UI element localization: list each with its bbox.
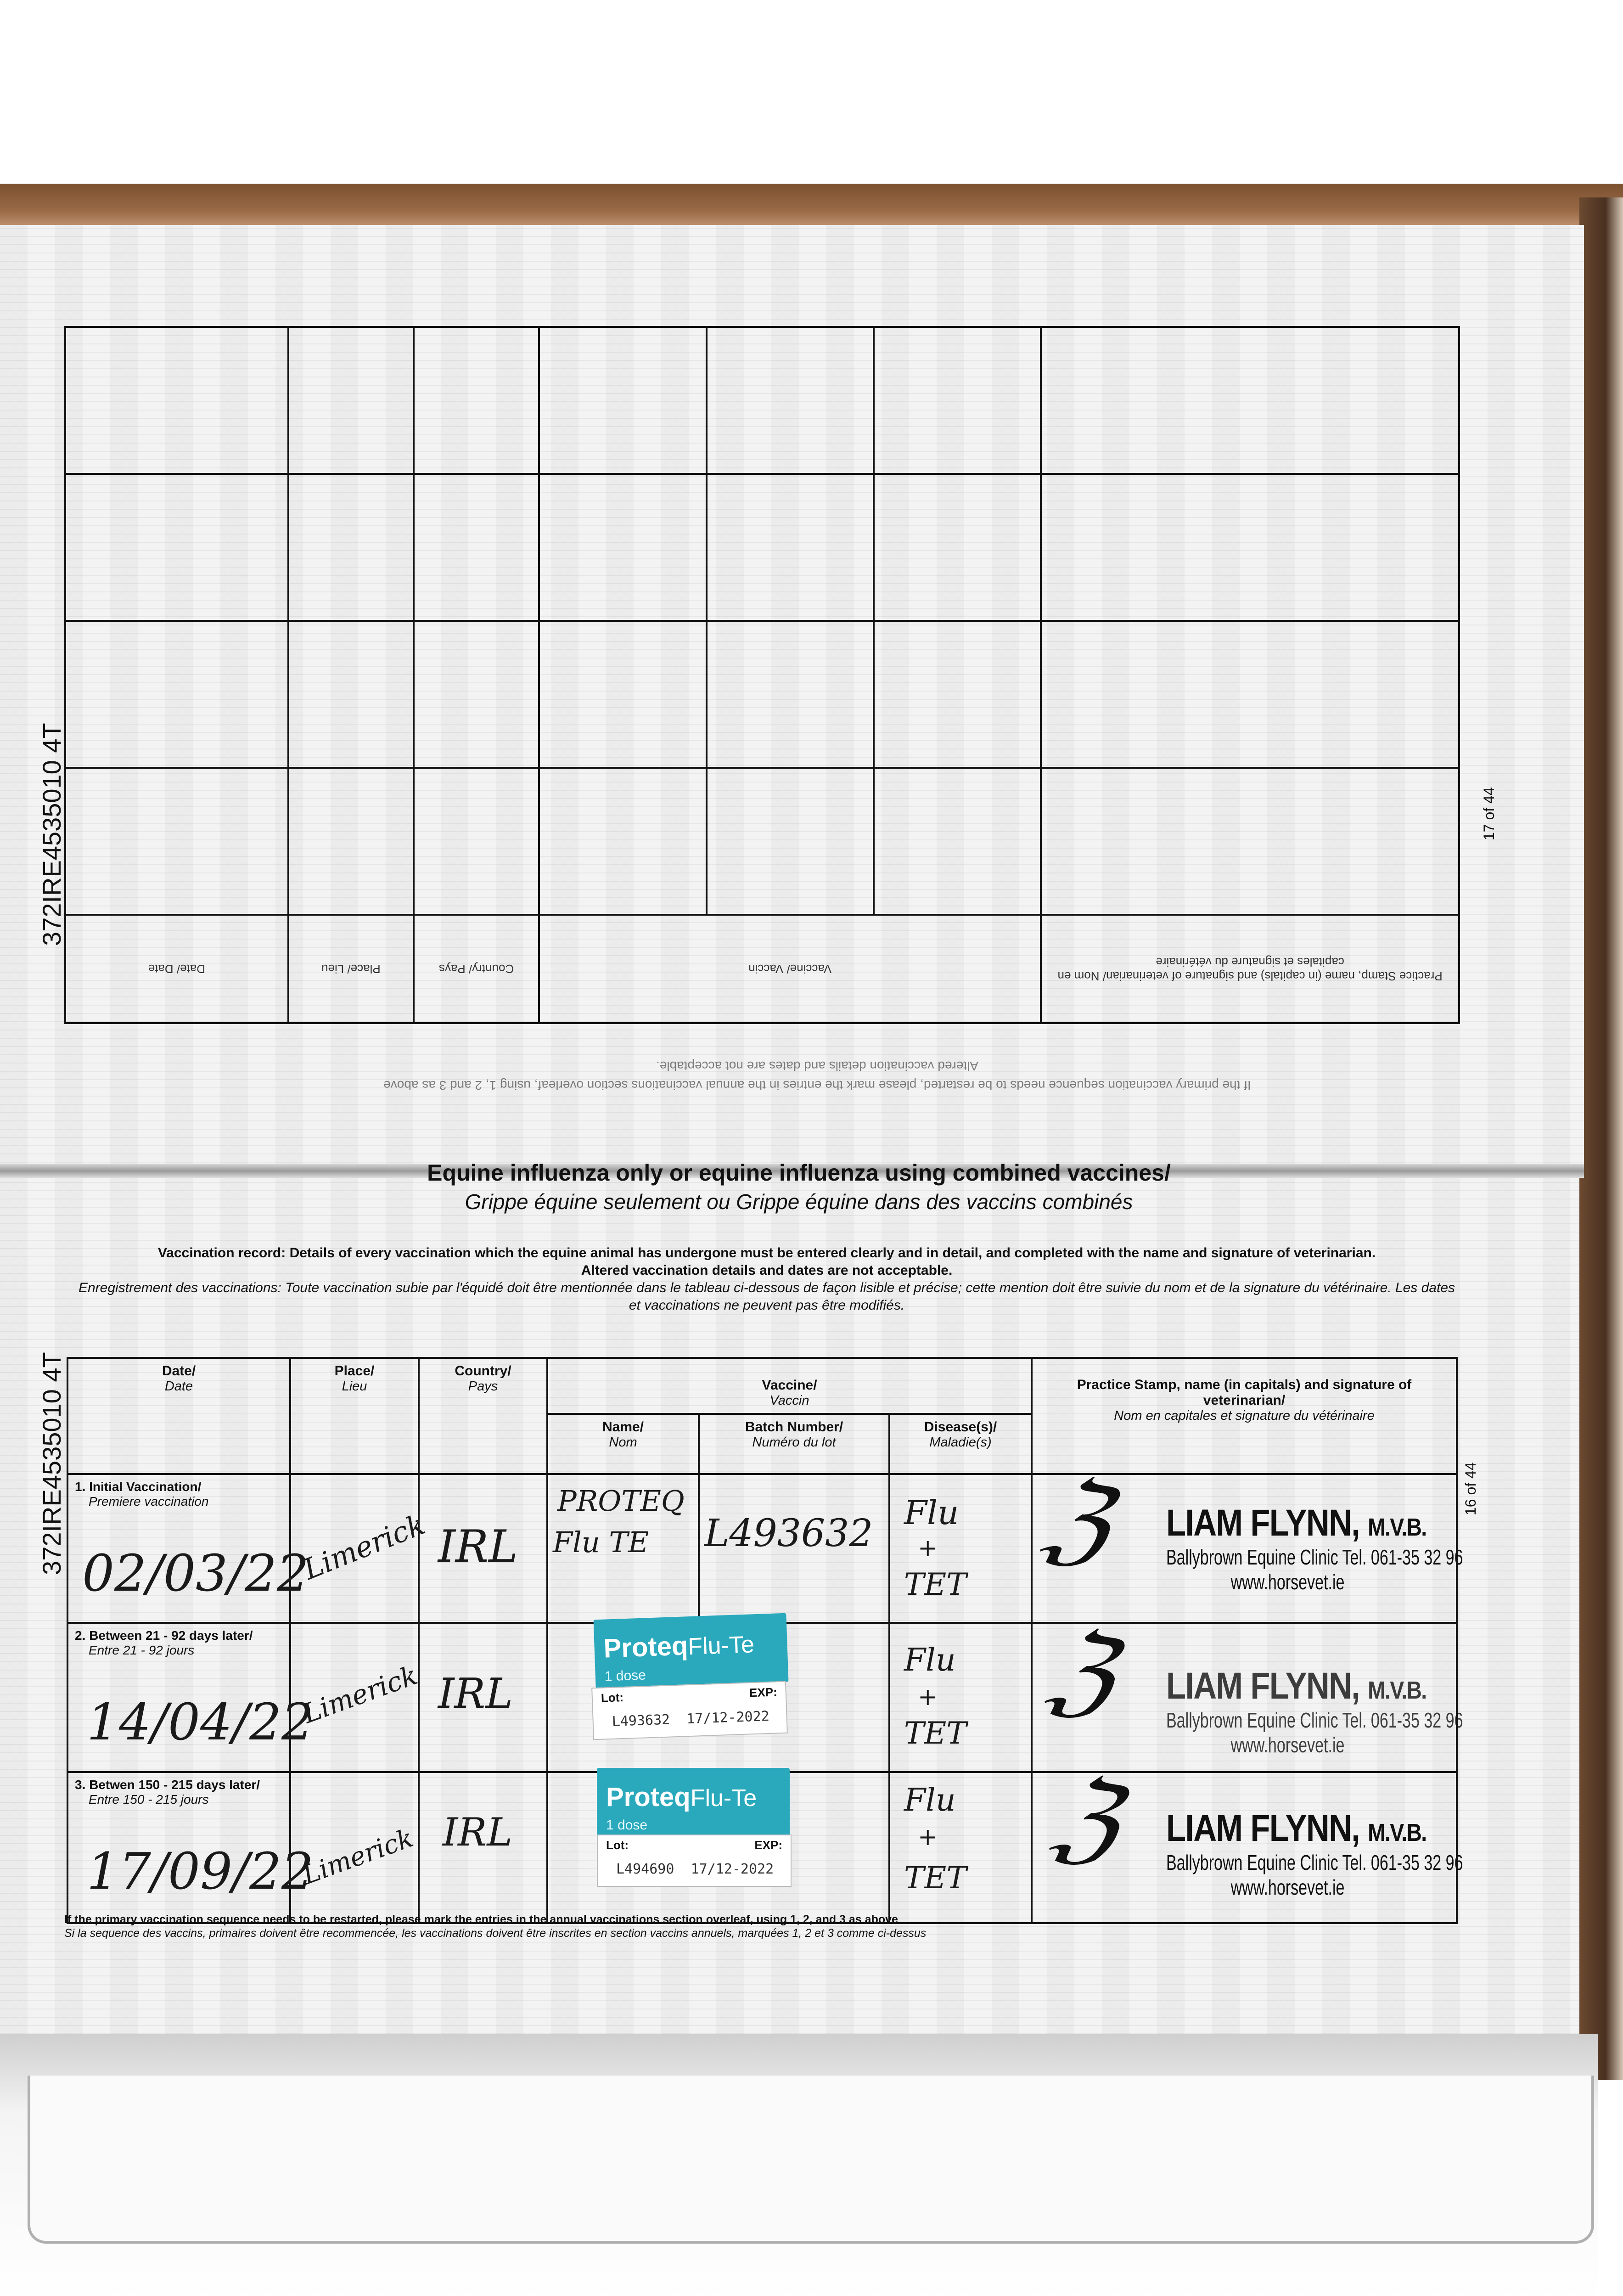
passport-cover-top (0, 184, 1623, 230)
handwritten-batch: L493632 (704, 1512, 873, 1556)
row-disease-cell: Flu + TET (889, 1623, 1032, 1772)
passport-id-top: 372IRE4535010 4T (37, 723, 66, 946)
vaccine-label-lot: Lot: EXP: L494690 17/12-2022 (597, 1835, 792, 1887)
practice-stamp: LIAM FLYNN, M.V.B. Ballybrown Equine Clinic Tel. 061-35 32 96 www.horsevet.ie (1166, 1665, 1463, 1757)
header-country: Country/ Pays (414, 915, 539, 1023)
handwritten-place: Limerick (298, 1507, 430, 1587)
row-disease-cell: Flu + TET (889, 1772, 1032, 1923)
header-country: Country/ Pays (419, 1358, 547, 1474)
handwritten-country: IRL (438, 1521, 518, 1573)
page-number-top: 17 of 44 (1481, 787, 1497, 840)
header-disease: Disease(s)/ Maladie(s) (889, 1414, 1032, 1474)
handwritten-date: 02/03/22 (82, 1544, 309, 1603)
row-country-cell (419, 1623, 547, 1772)
header-name: Name/ Nom (547, 1414, 699, 1474)
header-date: Date/ Date (67, 1358, 290, 1474)
vaccine-label: ProteqFlu-Te 1 dose (597, 1768, 790, 1837)
header-place: Place/ Lieu (288, 915, 414, 1023)
handwritten-country: IRL (438, 1670, 513, 1718)
annual-vaccination-table-blank (64, 326, 1460, 1024)
row-place-cell (290, 1474, 430, 1623)
passport-id-bottom: 372IRE4535010 4T (37, 1352, 66, 1575)
footer-note: If the primary vaccination sequence needs to be restarted, please mark the entries in the annual vaccinations section overleaf, using 1, 2, and 3 as above Si la sequence des vaccins, primaires doivent être recommencée, les vaccinations doivent être inscrites en section vaccins annuels, marquées 1, 2 et 3 comme ci-dessus (64, 1913, 927, 1940)
row-date-cell: 2. Between 21 - 92 days later/ Entre 21 - 92 jours 14/04/22 (67, 1623, 290, 1772)
page-subtitle: Grippe équine seulement ou Grippe équine dans des vaccins combinés (465, 1190, 1133, 1214)
practice-stamp: LIAM FLYNN, M.V.B. Ballybrown Equine Clinic Tel. 061-35 32 96 www.horsevet.ie (1166, 1807, 1463, 1899)
handwritten-place: Limerick (298, 1823, 417, 1891)
row-disease-cell: Flu + TET (889, 1474, 1032, 1623)
header-stamp: Practice Stamp, name (in capitals) and signature of veterinarian/ Nom en capitales et signature du vétérinaire (1041, 915, 1459, 1023)
intro-text: Vaccination record: Details of every vaccination which the equine animal has undergone must be entered clearly and in detail, and completed with the name and signature of veterinarian. Altered vaccination details and dates are not acceptable. Enregistrement des vaccinations: Toute vaccination subie par l'équidé doit être mentionnée dans le tableau ci-dessous de façon lisible et précise; cette mention doit être suivie du nom et de la signature du vétérinaire. Les dates et vaccinations ne peuvent pas être modifiés. (78, 1245, 1455, 1313)
header-vaccine: Vaccine/ Vaccin (539, 915, 1041, 1023)
header-date: Date/ Date (65, 915, 288, 1023)
header-vaccine: Vaccine/ Vaccin (547, 1358, 1032, 1414)
row-date-cell: 3. Betwen 150 - 215 days later/ Entre 150 - 215 jours 17/09/22 (67, 1772, 290, 1923)
page-number-bottom: 16 of 44 (1462, 1462, 1479, 1515)
passport-cover-edge (28, 2076, 1594, 2244)
signature: ℨ (1044, 1753, 1130, 1882)
handwritten-vaccine-name: PROTEQ (557, 1484, 685, 1518)
bleed-through-text: If the primary vaccination sequence needs to be restarted, please mark the entries in the annual vaccinations section overleaf, using 1, 2 and 3 as above Altered vaccination details and dates are not acceptable. (383, 1059, 1251, 1092)
row-country-cell (419, 1474, 547, 1623)
row-date-cell: 1. Initial Vaccination/ Premiere vaccination 02/03/22 (67, 1474, 290, 1623)
header-place: Place/ Lieu (290, 1358, 419, 1474)
page-title: Equine influenza only or equine influenza using combined vaccines/ (427, 1160, 1171, 1186)
handwritten-country: IRL (443, 1809, 513, 1855)
signature: ℨ (1039, 1606, 1125, 1735)
header-stamp: Practice Stamp, name (in capitals) and signature of veterinarian/ Nom en capitales et signature du vétérinaire (1032, 1358, 1457, 1474)
handwritten-vaccine-name-2: Flu TE (553, 1525, 649, 1559)
row-name-cell (547, 1474, 699, 1623)
handwritten-date: 17/09/22 (87, 1841, 314, 1901)
row-place-cell (290, 1623, 422, 1772)
vaccine-label: ProteqFlu-Te 1 dose (594, 1613, 789, 1689)
handwritten-date: 14/04/22 (87, 1693, 314, 1752)
row-batch-cell (699, 1474, 889, 1623)
header-batch: Batch Number/ Numéro du lot (699, 1414, 889, 1474)
vaccine-label-lot: Lot: EXP: L493632 17/12-2022 (591, 1681, 788, 1740)
passport-cover-right (1579, 197, 1623, 2080)
row-place-cell (290, 1772, 419, 1923)
practice-stamp: LIAM FLYNN, M.V.B. Ballybrown Equine Clinic Tel. 061-35 32 96 www.horsevet.ie (1166, 1502, 1463, 1594)
signature: ℨ (1035, 1455, 1121, 1583)
row-country-cell (419, 1772, 547, 1923)
handwritten-place: Limerick (298, 1660, 422, 1730)
